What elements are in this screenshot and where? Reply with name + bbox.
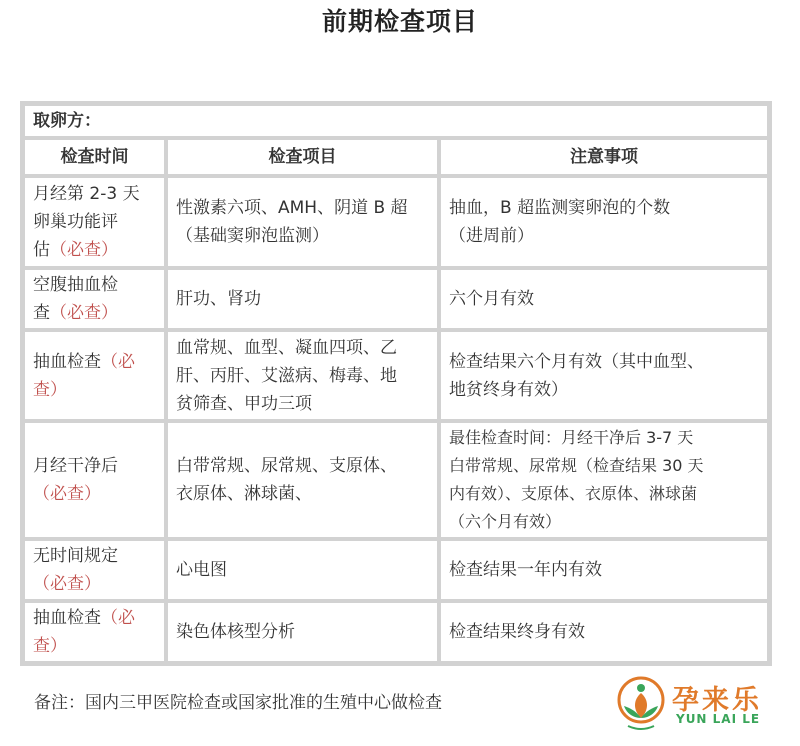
- notes-text: 抽血，B 超监测窦卵泡的个数: [449, 198, 671, 218]
- items-text: 贫筛查、甲功三项: [176, 393, 312, 414]
- exam-time-cell: [23, 268, 166, 330]
- notes-text: （进周前）: [449, 226, 534, 246]
- time-text: 估: [33, 240, 50, 260]
- exam-notes-cell: [439, 330, 769, 421]
- required-tag: （必查）: [50, 240, 118, 260]
- time-text: 月经干净后: [33, 456, 118, 476]
- exam-time-cell: [23, 421, 166, 539]
- exam-notes-cell: [439, 268, 769, 330]
- footnote: 备注：国内三甲医院检查或国家批准的生殖中心做检查: [34, 693, 442, 713]
- required-tag: （必查）: [33, 574, 101, 594]
- notes-text: 六个月有效: [449, 289, 534, 309]
- items-text: 性激素六项、AMH、阴道 B 超: [176, 198, 408, 218]
- table-row: [23, 421, 769, 539]
- time-text: 抽血检查: [33, 608, 101, 628]
- table-row: [23, 176, 769, 268]
- exam-time-cell: [23, 330, 166, 421]
- exam-notes-cell: [439, 176, 769, 268]
- exam-items-cell: [166, 421, 439, 539]
- items-text: 血常规、血型、凝血四项、乙: [176, 337, 397, 358]
- notes-text: 地贫终身有效）: [449, 379, 568, 400]
- notes-text: 白带常规、尿常规（检查结果 30 天: [449, 456, 704, 475]
- required-tag: （必查）: [33, 484, 101, 504]
- exam-notes-cell: [439, 421, 769, 539]
- exam-items-cell: [166, 176, 439, 268]
- exam-items-cell: [166, 268, 439, 330]
- time-text: 查: [33, 303, 50, 323]
- col-header-notes: 注意事项: [439, 138, 769, 176]
- items-text: 心电图: [176, 560, 227, 580]
- items-text: 肝功、肾功: [176, 289, 261, 309]
- exam-notes-cell: [439, 601, 769, 663]
- exam-time-cell: [23, 601, 166, 663]
- items-text: 肝、丙肝、艾滋病、梅毒、地: [176, 365, 397, 386]
- time-text: 空腹抽血检: [33, 275, 118, 295]
- exam-items-cell: [166, 601, 439, 663]
- items-text: 衣原体、淋球菌、: [176, 484, 312, 504]
- exam-notes-cell: [439, 539, 769, 601]
- notes-text: 检查结果六个月有效（其中血型、: [449, 351, 704, 372]
- col-header-items: 检查项目: [166, 138, 439, 176]
- exam-time-cell: [23, 176, 166, 268]
- required-tag: （必: [101, 608, 135, 628]
- table-row: [23, 268, 769, 330]
- page-title: 前期检查项目: [321, 7, 478, 36]
- table-row: [23, 601, 769, 663]
- items-text: 白带常规、尿常规、支原体、: [176, 456, 397, 476]
- time-text: 卵巢功能评: [33, 212, 118, 232]
- required-tag: （必查）: [50, 303, 118, 323]
- header-row: [23, 138, 769, 176]
- lotus-figure-icon: [614, 674, 668, 734]
- required-tag: （必: [101, 351, 135, 372]
- table-row: [23, 330, 769, 421]
- notes-text: 检查结果一年内有效: [449, 560, 602, 580]
- time-text: 抽血检查: [33, 351, 101, 372]
- notes-text: 检查结果终身有效: [449, 622, 585, 642]
- notes-text: （六个月有效）: [449, 512, 562, 531]
- time-text: 无时间规定: [33, 546, 118, 566]
- section-caption-row: [23, 104, 769, 138]
- exam-items-cell: [166, 539, 439, 601]
- exam-items-cell: [166, 330, 439, 421]
- brand-name: 孕来乐: [672, 685, 762, 716]
- brand-logo: [614, 674, 792, 734]
- notes-text: 内有效）、支原体、衣原体、淋球菌: [449, 484, 698, 503]
- items-text: 染色体核型分析: [176, 622, 295, 642]
- items-text: （基础窦卵泡监测）: [176, 226, 329, 246]
- exam-table: [20, 101, 772, 666]
- col-header-time: 检查时间: [23, 138, 166, 176]
- exam-time-cell: [23, 539, 166, 601]
- required-tag: 查）: [33, 636, 67, 656]
- time-text: 月经第 2-3 天: [33, 184, 140, 204]
- section-label: 取卵方：: [23, 104, 769, 138]
- table-row: [23, 539, 769, 601]
- notes-text: 最佳检查时间：月经干净后 3-7 天: [449, 428, 694, 447]
- required-tag: 查）: [33, 379, 67, 400]
- brand-pinyin: YUN LAI LE: [676, 712, 761, 726]
